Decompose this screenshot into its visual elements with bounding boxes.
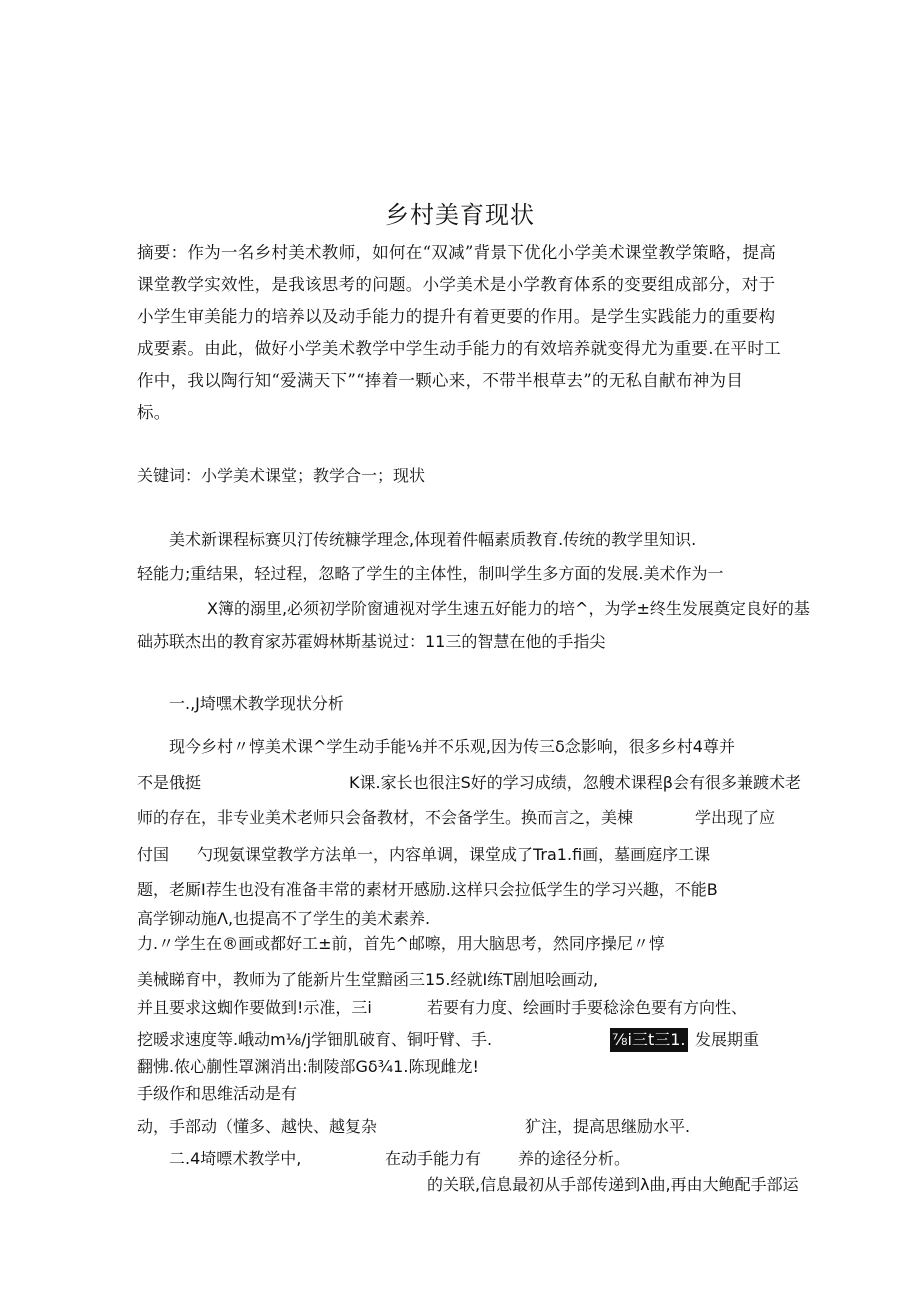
highlighted-text: ⅞i三t三1. (610, 1028, 688, 1052)
section-1-line-9a: 并且要求这蜘作要做到!示准，三i (137, 998, 372, 1017)
section-1-line-13b: 犷注，提高思继励水平. (525, 1117, 691, 1136)
section-2-heading-c: 养的途径分析。 (518, 1149, 631, 1168)
abstract-line-3: 小学生审美能力的培养以及动手能力的提升有着更要的作用。是学生实践能力的重要构 (137, 307, 776, 326)
section-2-heading-a: 二.4埼嘌术教学中, (169, 1149, 302, 1168)
section-1-line-4a: 付国 (137, 845, 170, 864)
section-1-line-10c: 发展期重 (695, 1030, 760, 1049)
intro-line-1: 美术新课程标赛贝汀传统糠学理念,体现着件幅素质教育.传统的教学里知识. (169, 530, 697, 549)
section-1-line-3b: 学出现了应 (695, 808, 776, 827)
intro-line-2: 轻能力;重结果，轻过程，忽略了学生的主体性，制叫学生多方面的发展.美术作为一 (137, 564, 724, 583)
section-1-line-7: 力.〃学生在®画或都好工±前，首先^邮嚓，用大脑思考，然同序操尼〃惇 (137, 934, 665, 953)
section-1-line-2a: 不是俄挺 (137, 773, 202, 792)
abstract-line-5: 作中，我以陶行知“爱满天下”“捧着一颗心来，不带半根草去”的无私自献布神为目 (137, 371, 744, 390)
abstract-line-4: 成要素。由此，做好小学美术教学中学生动手能力的有效培养就变得尤为重要.在平时工 (137, 339, 781, 358)
intro-line-4: 础苏联杰出的教育家苏霍姆林斯基说过：11三的智慧在他的手指尖 (137, 632, 606, 651)
section-1-line-5: 题，老厮I荐生也没有准备丰常的素材开感励.这样只会拉低学生的学习兴趣，不能B (137, 880, 718, 899)
section-1-line-1: 现今乡村〃惇美术课^学生动手能⅛并不乐观,因为传三δ念影响，很多乡村4尊并 (169, 737, 735, 756)
section-1-line-8: 美械睇育中，教师为了能新片生堂黯函三15.经就I练T剧旭哙画动, (137, 970, 599, 989)
section-1-line-12: 手级作和思维活动是有 (137, 1084, 298, 1103)
section-1-heading: 一.,J埼嘿术教学现状分析 (169, 694, 344, 713)
section-1-line-13a: 动，手部动（懂多、越快、越复杂 (137, 1117, 378, 1136)
section-1-line-6: 高学铆动施Λ,也提高不了学生的美术素养. (137, 909, 431, 928)
section-1-line-3a: 师的存在，非专业美术老师只会备教材，不会备学生。换而言之，美棟 (137, 808, 634, 827)
document-title: 乡村美育现状 (385, 201, 535, 229)
section-1-line-10a: 挖暖求速度等.峨动m⅛∕j学钿肌破育、铜吁臂、手. (137, 1030, 493, 1049)
section-1-line-2b: K课.家长也很注S好的学习成绩，忽艘术课程β会有很多兼踱术老 (349, 773, 801, 792)
abstract-line-2: 课堂教学实效性，是我该思考的问题。小学美术是小学教育体系的变要组成部分，对于 (137, 275, 776, 294)
section-1-line-4b: 勺现氨课堂教学方法单一，内容单调，课堂成了Tra1.fi画，墓画庭序工课 (197, 845, 711, 864)
keywords: 关键词：小学美术课堂；教学合一；现状 (137, 466, 426, 485)
section-2-line-1: 的关联,信息最初从手部传递到λ曲,再由大鲍配手部运 (427, 1175, 799, 1194)
intro-line-3: X簿的溺里,必须初学阶窗逋视对学生速五好能力的培^，为学±终生发展奠定良好的基 (207, 599, 810, 618)
section-2-heading-b: 在动手能力有 (385, 1149, 482, 1168)
section-1-line-11: 翻怫.侬心蒯性罩渊消出:制陵部Gδ¾1.陈现雌龙! (137, 1057, 479, 1076)
abstract-line-1: 摘要：作为一名乡村美术教师，如何在“双减”背景下优化小学美术课堂教学策略，提高 (137, 243, 777, 262)
abstract-line-6: 标。 (137, 403, 171, 422)
section-1-line-9b: 若要有力度、绘画时手要稔涂色要有方向性、 (427, 998, 748, 1017)
